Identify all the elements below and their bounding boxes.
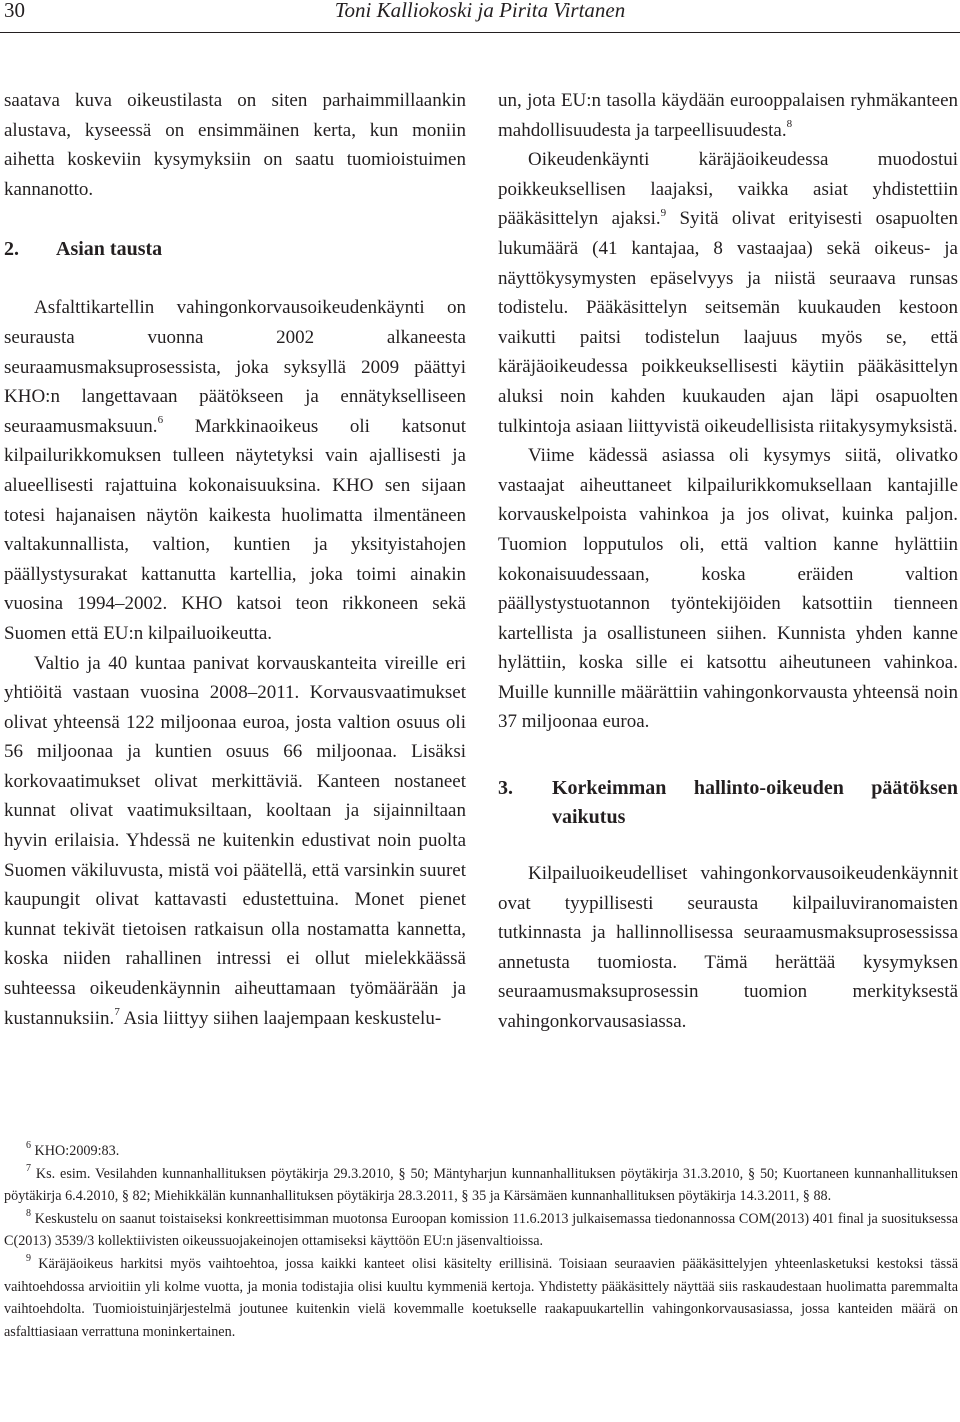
section-heading-2	[4, 235, 466, 264]
running-head: Toni Kalliokoski ja Pirita Virtanen	[334, 0, 626, 22]
footnote: $^9$ Käräjäoikeus harkitsi myös vaihtoehtoa, jossa kaikki kanteet olisi käsitelty erillisinä. Toisiaan seuraavien pääkäsittelyjen yhteenlasketuksi kestoksi tässä vaihtoehdossa arvioitiin yli kolme vuotta, ja monia todistajia olisi kuultu kymmeniä kertoja. Yhdistetty pääkäsittely näyttää siis raskaudestaan huolimatta paremmalta vaihtoehdolta. Tuomioistuinjärjestelmä joutunee kuitenkin vielä kovemmalle koetukselle raakapuukartellin vahingonkorvausasiassa, jossa kanteiden määrä on asfalttiasiaan verrattuna moninkertainen.	[4, 1253, 959, 1340]
header-rule	[0, 32, 960, 33]
page-header	[0, 0, 960, 26]
section-title: Korkeimman hallinto-oikeuden päätöksen vaikutus	[552, 777, 958, 829]
footnote-ref: 9	[660, 207, 667, 220]
section-heading-3	[498, 774, 958, 832]
paragraph: Valtio ja 40 kuntaa panivat korvauskanteita vireille eri yhtiöitä vastaan vuosina 2008–2011. Korvausvaatimukset olivat yhteensä 122 miljoonaa euroa, josta valtion osuus oli 56 miljoonaa ja kuntien osuus 66 miljoonaa. Lisäksi korkovaatimukset olivat merkittäviä. Kanteen nostaneet kunnat olivat vaatimuksiltaan, kooltaan ja sijainniltaan hyvin erilaisia. Yhdessä ne kuitenkin edustivat noin puolta Suomen väkiluvusta, mistä voi päätellä, että varsinkin suuret kaupungit olivat kattavasti edustettuina. Monet pienet kunnat tekivät tietoisen ratkaisun olla nostamatta kannetta, koska niiden rahallinen intressi ei ollut mielekkäässä suhteessa oikeudenkäynnin aiheuttamaan työmäärään ja kustannuksiin.$^7$ Asia liittyy siihen laajempaan keskustelu-	[4, 652, 466, 1029]
paragraph: Asfalttikartellin vahingonkorvausoikeudenkäynti on seurausta vuonna 2002 alkaneesta seuraamusmaksuprosessista, joka syksyllä 2009 päättyi KHO:n langettavaan päätökseen ja ennätykselliseen seuraamusmaksuun.$^6$ Markkinaoikeus oli katsonut kilpailurikkomuksen tulleen näytetyksi vain ajallisesti ja alueellisesti rajattuina kokonaisuuksina. KHO sen sijaan totesi hajanaisen näytön kaikesta huolimatta ilmentäneen valtakunnallista, valtion, kuntien ja yksityistahojen päällystysurakat kattanutta kartellia, joka toimi ainakin vuosina 1994–2002. KHO katsoi teon rikkoneen sekä Suomen että EU:n kilpailuoikeutta.	[4, 297, 466, 644]
footnotes	[4, 1140, 958, 1343]
paragraph-continued: un, jota EU:n tasolla käydään eurooppalaisen ryhmäkanteen mahdollisuudesta ja tarpeellisuudesta.$^8$	[498, 90, 958, 141]
footnote: $^6$ KHO:2009:83.	[26, 1140, 120, 1159]
paragraph-continued: saatava kuva oikeustilasta on siten parhaimmillaankin alustava, kyseessä on ensimmäinen kerta, kun moniin aihetta koskeviin kysymyksiin on saatu tuomioistuimen kannanotto.	[4, 90, 466, 200]
paragraph: Viime kädessä asiassa oli kysymys siitä, olivatko vastaajat aiheuttaneet kilpailurikkomuksellaan kantajille korvauskelpoista vahinkoa ja jos olivat, kuinka paljon. Tuomion lopputulos oli, että valtion kanne hylättiin kokonaisuudessaan, koska eräiden valtion päällystystuotannon työntekijöiden katsottiin tienneen kartellista ja osallistuneen siihen. Kunnista yhden kanne hylättiin, koska sille ei katsottu aiheutuneen vahinkoa. Muille kunnille määrättiin vahingonkorvausta yhteensä noin 37 miljoonaa euroa.	[498, 445, 958, 733]
right-column	[498, 86, 958, 1037]
left-column	[4, 86, 466, 1033]
section-number: 3.	[498, 777, 513, 800]
footnote-ref: 8	[786, 118, 793, 131]
section-title: Asian tausta	[56, 238, 163, 261]
paragraph: Oikeudenkäynti käräjäoikeudessa muodostui poikkeuksellisen laajaksi, vaikka asiat yhdistettiin pääkäsittelyn ajaksi.$^9$ Syitä olivat erityisesti osapuolten lukumäärä (41 kantajaa, 8 vastaajaa) sekä oikeus- ja näyttökysymysten epäselvyys ja niistä seuraava runsas todistelu. Pääkäsittelyn seitsemän kuukauden kestoon vaikutti paitsi todistelun laajuus myös se, että käräjäoikeudessa poikkeuksellisesti käytiin pääkäsittelyn aluksi noin kahden kuukauden ajan läpi osapuolten tulkintoja asiaan liittyvistä oikeudellisista riitakysymyksistä.	[498, 149, 959, 437]
section-number: 2.	[4, 238, 19, 261]
paragraph: Kilpailuoikeudelliset vahingonkorvausoikeudenkäynnit ovat tyypillisesti seurausta kilpailuviranomaisten tutkinnasta ja hallinnollisessa seuraamusmaksuprosessissa annetusta tuomiosta. Tämä herättää kysymyksen seuraamusmaksuprosessin tuomion merkityksestä vahingonkorvausasiassa.	[498, 863, 958, 1033]
footnote: $^8$ Keskustelu on saanut toistaiseksi konkreettisimman muotonsa Euroopan komission 11.6.2013 julkaisemassa tiedonannossa COM(2013) 401 final ja suosituksessa C(2013) 3539/3 kollektiivisten oikeussuojakeinojen ottamiseksi käyttöön EU:n jäsenvaltioissa.	[4, 1208, 959, 1250]
footnote: $^7$ Ks. esim. Vesilahden kunnanhallituksen pöytäkirja 29.3.2010, § 50; Mäntyharjun kunnanhallituksen pöytäkirja 31.3.2010, § 50; Kuortaneen kunnanhallituksen pöytäkirja 6.4.2010, § 82; Miehikkälän kunnanhallituksen pöytäkirja 28.3.2011, § 35 ja Kärsämäen kunnanhallituksen pöytäkirja 14.3.2011, § 88.	[4, 1162, 958, 1205]
footnote-ref: 7	[114, 1006, 120, 1019]
page-number: 30	[4, 0, 25, 22]
footnote-ref: 6	[157, 414, 164, 427]
